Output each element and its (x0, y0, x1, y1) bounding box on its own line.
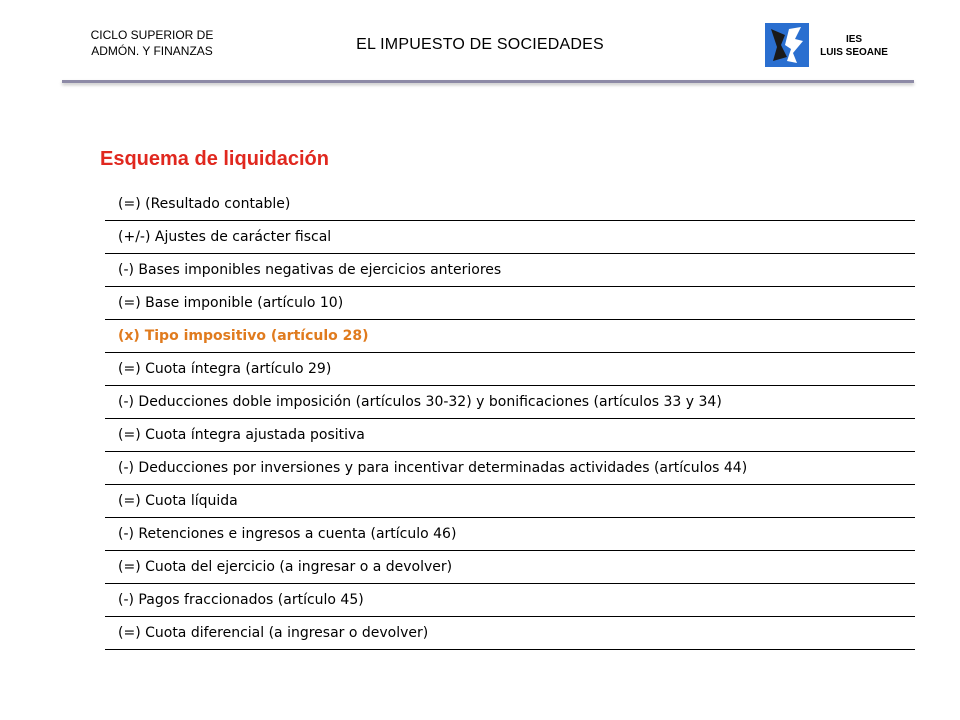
scheme-row-cuota-ejercicio: (=) Cuota del ejercicio (a ingresar o a devolver) (105, 551, 915, 584)
school-logo-line1: IES (845, 34, 863, 45)
section-title: Esquema de liquidación (100, 148, 329, 170)
school-logo-line2: LUIS SEOANE (820, 47, 888, 58)
scheme-row-cuota-diferencial: (=) Cuota diferencial (a ingresar o devolver) (105, 617, 915, 650)
scheme-row-resultado-contable: (=) (Resultado contable) (105, 188, 915, 221)
course-name-line1: CICLO SUPERIOR DE (90, 28, 214, 42)
scheme-row-base-imponible: (=) Base imponible (artículo 10) (105, 287, 915, 320)
scheme-row-cuota-integra: (=) Cuota íntegra (artículo 29) (105, 353, 915, 386)
scheme-row-cuota-liquida: (=) Cuota líquida (105, 485, 915, 518)
scheme-row-pagos-fraccionados: (-) Pagos fraccionados (artículo 45) (105, 584, 915, 617)
school-logo-icon (765, 23, 809, 67)
course-name-line2: ADMÓN. Y FINANZAS (91, 44, 213, 58)
scheme-row-tipo-impositivo: (x) Tipo impositivo (artículo 28) (105, 320, 915, 353)
scheme-row-ajustes-fiscales: (+/-) Ajustes de carácter fiscal (105, 221, 915, 254)
scheme-row-deducciones-inversiones: (-) Deducciones por inversiones y para incentivar determinadas actividades (artículos 44) (105, 452, 915, 485)
scheme-row-retenciones: (-) Retenciones e ingresos a cuenta (artículo 46) (105, 518, 915, 551)
scheme-row-cuota-integra-ajustada: (=) Cuota íntegra ajustada positiva (105, 419, 915, 452)
scheme-row-bases-negativas: (-) Bases imponibles negativas de ejercicios anteriores (105, 254, 915, 287)
header-divider (62, 80, 914, 83)
page-header-title: EL IMPUESTO DE SOCIEDADES (356, 36, 604, 53)
scheme-row-deducciones-doble-imposicion: (-) Deducciones doble imposición (artículos 30-32) y bonificaciones (artículos 33 y 34) (105, 386, 915, 419)
liquidation-scheme-list (105, 188, 915, 650)
school-logo-text (806, 33, 902, 59)
